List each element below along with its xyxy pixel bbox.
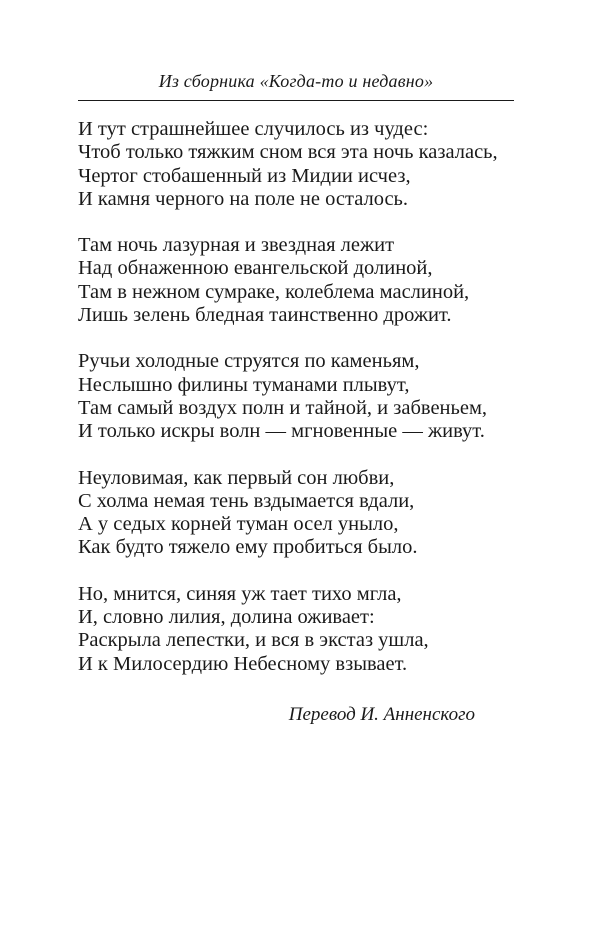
poem-line: Лишь зелень бледная таинственно дрожит. xyxy=(78,304,452,327)
poem-line: Но, мнится, синяя уж тает тихо мгла, xyxy=(78,582,402,605)
poem-line: Там в нежном сумраке, колеблема маслиной, xyxy=(78,280,470,303)
header-rule xyxy=(78,100,514,101)
poem xyxy=(78,118,538,699)
poem-line: Чертог стобашенный из Мидии исчез, xyxy=(78,164,411,187)
poem-line: И камня черного на поле не осталось. xyxy=(78,187,409,210)
translator-credit: Перевод И. Анненского xyxy=(288,704,475,725)
poem-line: Там самый воздух полн и тайной, и забвеньем, xyxy=(78,396,488,419)
stanza-2 xyxy=(78,234,538,327)
stanza-1 xyxy=(78,118,538,211)
poem-line: А у седых корней туман осел уныло, xyxy=(78,513,399,536)
stanza-4 xyxy=(78,467,538,560)
running-header: Из сборника «Когда-то и недавно» xyxy=(158,71,434,91)
poem-line: Раскрыла лепестки, и вся в экстаз ушла, xyxy=(78,629,429,652)
poem-line: Чтоб только тяжким сном вся эта ночь казалась, xyxy=(78,141,498,164)
poem-line: Неуловимая, как первый сон любви, xyxy=(78,466,395,489)
stanza-5 xyxy=(78,583,538,676)
poem-line: И тут страшнейшее случилось из чудес: xyxy=(78,118,429,140)
poem-line: С холма немая тень вздымается вдали, xyxy=(78,489,415,512)
poem-line: Там ночь лазурная и звездная лежит xyxy=(78,234,395,257)
poem-line: Как будто тяжело ему пробиться было. xyxy=(78,536,418,559)
poem-line: И к Милосердию Небесному взывает. xyxy=(78,652,408,675)
poem-line: И, словно лилия, долина оживает: xyxy=(78,606,375,629)
poem-line: И только искры волн — мгновенные — живут. xyxy=(78,420,485,443)
poem-line: Над обнаженною евангельской долиной, xyxy=(78,257,433,280)
poem-line: Неслышно филины туманами плывут, xyxy=(78,373,410,396)
stanza-3 xyxy=(78,350,538,443)
poem-line: Ручьи холодные струятся по каменьям, xyxy=(78,350,420,373)
